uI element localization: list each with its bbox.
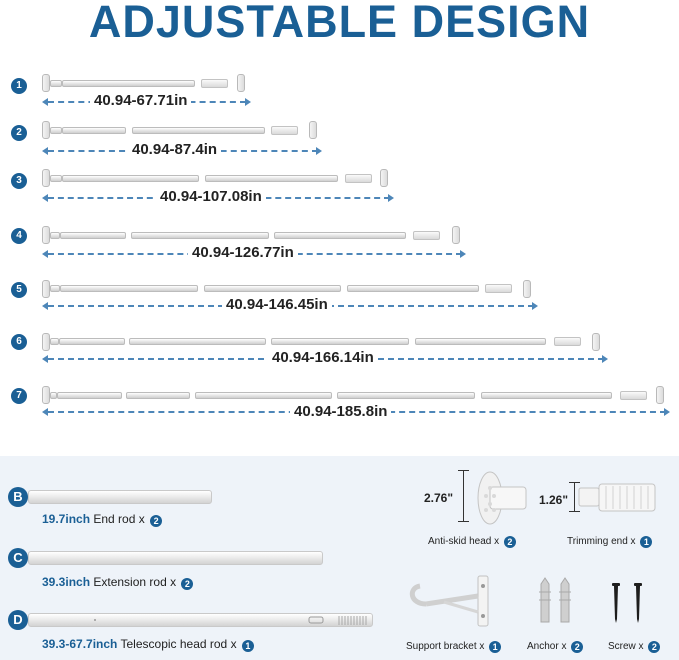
arrow-left-icon: [42, 355, 48, 363]
extension-rod: [337, 392, 475, 399]
end-rod: [57, 392, 122, 399]
trimming-end: [620, 391, 647, 400]
extension-rod: [204, 285, 341, 292]
arrow-left-icon: [42, 98, 48, 106]
row-number-badge: 7: [11, 388, 27, 404]
support-bracket-icon: [404, 574, 494, 630]
end-rod: [60, 232, 126, 239]
part-name: Telescopic head rod x: [120, 637, 237, 651]
arrow-right-icon: [532, 302, 538, 310]
anchor-label: [527, 641, 583, 653]
anti-skid-head: [42, 333, 50, 351]
config-row-3: [0, 168, 679, 224]
trimming-end: [554, 337, 581, 346]
row-number-badge: 5: [11, 282, 27, 298]
length-range: 40.94-185.8in: [290, 403, 391, 420]
trimming-measure: 1.26": [539, 493, 569, 507]
accessory-name: Screw x: [608, 641, 644, 652]
config-row-7: [0, 386, 679, 442]
accessory-name: Trimming end x: [567, 536, 636, 547]
telescopic-rod: [132, 127, 265, 134]
arrow-left-icon: [42, 194, 48, 202]
support-bracket-label: [406, 641, 501, 653]
arrow-left-icon: [42, 147, 48, 155]
part-label-end-rod: [42, 512, 162, 527]
rod-segment: [50, 392, 57, 399]
anti-skid-label: [428, 536, 516, 548]
trimming-end-icon: [578, 482, 658, 514]
anti-skid-head: [656, 386, 664, 404]
part-label-telescopic-rod: [42, 637, 254, 652]
part-label-extension-rod: [42, 575, 193, 590]
extension-rod-image: [28, 551, 323, 565]
rod-segment: [50, 175, 62, 182]
quantity-badge: 2: [648, 641, 660, 653]
extension-rod: [271, 338, 409, 345]
config-row-5: [0, 280, 679, 336]
arrow-right-icon: [245, 98, 251, 106]
length-range: 40.94-107.08in: [156, 188, 266, 205]
trimming-end: [201, 79, 228, 88]
trimming-measure-bar: [574, 482, 575, 512]
anti-skid-head: [42, 74, 50, 92]
arrow-right-icon: [388, 194, 394, 202]
telescopic-rod: [62, 80, 195, 87]
part-letter-badge: B: [8, 487, 28, 507]
anti-skid-measure: 2.76": [424, 491, 454, 505]
arrow-left-icon: [42, 302, 48, 310]
anti-skid-head: [523, 280, 531, 298]
config-row-6: [0, 333, 679, 389]
telescopic-rod: [274, 232, 406, 239]
part-letter-badge: C: [8, 548, 28, 568]
part-size: 19.7inch: [42, 512, 91, 526]
row-number-badge: 6: [11, 334, 27, 350]
telescopic-rod: [347, 285, 479, 292]
length-range: 40.94-146.45in: [222, 296, 332, 313]
end-rod-image: [28, 490, 212, 504]
part-size: 39.3inch: [42, 575, 91, 589]
arrow-right-icon: [602, 355, 608, 363]
row-number-badge: 2: [11, 125, 27, 141]
length-range: 40.94-87.4in: [128, 141, 221, 158]
accessory-name: Support bracket x: [406, 641, 485, 652]
extension-rod: [131, 232, 269, 239]
quantity-badge: 2: [150, 515, 162, 527]
end-rod: [62, 127, 126, 134]
screw-label: [608, 641, 660, 653]
rod-segment: [50, 338, 59, 345]
length-range: 40.94-166.14in: [268, 349, 378, 366]
anti-skid-head: [237, 74, 245, 92]
anti-skid-head: [42, 280, 50, 298]
rod-detail-icon: [29, 614, 374, 628]
anti-skid-head: [42, 386, 50, 404]
row-number-badge: 3: [11, 173, 27, 189]
quantity-badge: 2: [504, 536, 516, 548]
row-number-badge: 4: [11, 228, 27, 244]
row-number-badge: 1: [11, 78, 27, 94]
anti-skid-measure-tick: [458, 521, 469, 522]
length-range: 40.94-126.77in: [188, 244, 298, 261]
rod-segment: [50, 127, 62, 134]
anti-skid-head: [42, 121, 50, 139]
anti-skid-head: [592, 333, 600, 351]
part-name: End rod x: [93, 512, 145, 526]
extension-rod: [62, 175, 199, 182]
telescopic-rod: [205, 175, 338, 182]
quantity-badge: 1: [242, 640, 254, 652]
trimming-end: [413, 231, 440, 240]
rod-segment: [50, 285, 60, 292]
accessory-name: Anchor x: [527, 641, 567, 652]
part-letter-badge: D: [8, 610, 28, 630]
end-rod: [126, 392, 190, 399]
trimming-end: [271, 126, 298, 135]
rod-segment: [50, 232, 60, 239]
parts-panel: [0, 456, 679, 660]
length-range: 40.94-67.71in: [90, 92, 191, 109]
part-name: Extension rod x: [93, 575, 177, 589]
telescopic-rod: [481, 392, 612, 399]
quantity-badge: 1: [489, 641, 501, 653]
arrow-right-icon: [664, 408, 670, 416]
part-size: 39.3-67.7inch: [42, 637, 118, 651]
trimming-end: [485, 284, 512, 293]
anti-skid-head-icon: [470, 470, 530, 526]
extension-rod: [195, 392, 332, 399]
trimming-end: [345, 174, 372, 183]
anti-skid-measure-tick: [458, 470, 469, 471]
arrow-right-icon: [316, 147, 322, 155]
config-row-4: [0, 226, 679, 282]
extension-rod: [129, 338, 266, 345]
arrow-right-icon: [460, 250, 466, 258]
arrow-left-icon: [42, 408, 48, 416]
telescopic-rod: [415, 338, 546, 345]
telescopic-rod-image: [28, 613, 373, 627]
accessory-name: Anti-skid head x: [428, 536, 500, 547]
end-rod: [59, 338, 125, 345]
anti-skid-measure-bar: [463, 470, 464, 522]
anti-skid-head: [42, 169, 50, 187]
quantity-badge: 1: [640, 536, 652, 548]
rod-segment: [50, 80, 62, 87]
anti-skid-head: [309, 121, 317, 139]
screw-icon: [608, 581, 648, 625]
anti-skid-head: [452, 226, 460, 244]
arrow-left-icon: [42, 250, 48, 258]
quantity-badge: 2: [181, 578, 193, 590]
quantity-badge: 2: [571, 641, 583, 653]
extension-rod: [60, 285, 198, 292]
anchor-icon: [536, 576, 576, 626]
anti-skid-head: [42, 226, 50, 244]
trimming-end-label: [567, 536, 652, 548]
anti-skid-head: [380, 169, 388, 187]
page-title: ADJUSTABLE DESIGN: [88, 0, 591, 47]
